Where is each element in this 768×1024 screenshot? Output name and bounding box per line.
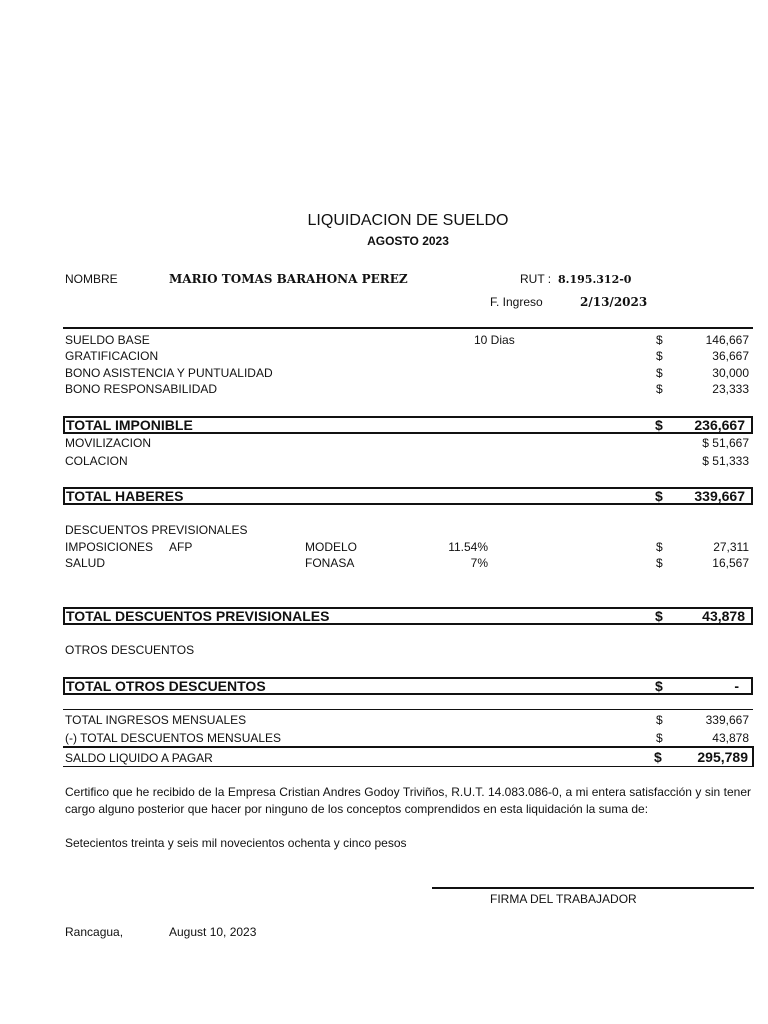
total-label: TOTAL DESCUENTOS PREVISIONALES — [66, 608, 330, 624]
certification-text: Certifico que he recibido de la Empresa Cristian Andres Godoy Triviños, R.U.T. 14.083.086-0, a mi entera satisfacción y sin tener cargo alguno posterior que hacer por ninguno de los conceptos comprendidos en esta liquidación la suma de: — [65, 785, 751, 816]
item-value: 23,333 — [712, 382, 749, 396]
total-value: - — [734, 678, 739, 694]
otros-descuentos-heading: OTROS DESCUENTOS — [65, 643, 195, 657]
item-value: 43,878 — [712, 731, 749, 745]
item-entity: MODELO — [305, 540, 358, 554]
item-label: TOTAL INGRESOS MENSUALES — [65, 713, 247, 727]
section-divider — [63, 709, 753, 710]
item-currency: $ — [656, 349, 663, 363]
item-label: BONO ASISTENCIA Y PUNTUALIDAD — [65, 366, 273, 380]
total-value: 43,878 — [702, 608, 745, 624]
saldo-top-rule — [63, 746, 753, 748]
ingreso-date: 2/13/2023 — [580, 295, 648, 309]
name-label: NOMBRE — [65, 272, 118, 286]
item-value: 339,667 — [705, 713, 749, 727]
item-rate: 11.54% — [448, 540, 488, 554]
date-label: August 10, 2023 — [169, 925, 257, 939]
item-value: 36,667 — [712, 349, 749, 363]
total-imponible-row — [63, 416, 753, 434]
item-value: 30,000 — [712, 366, 749, 380]
item-label: COLACION — [65, 454, 128, 468]
item-value: $ 51,667 — [702, 436, 749, 450]
period-label: AGOSTO 2023 — [367, 234, 449, 248]
saldo-currency: $ — [654, 749, 662, 765]
rut-label: RUT : — [520, 272, 552, 286]
item-currency: $ — [656, 731, 663, 745]
total-label: TOTAL OTROS DESCUENTOS — [66, 678, 266, 694]
total-value: 236,667 — [694, 417, 745, 433]
item-label: BONO RESPONSABILIDAD — [65, 382, 218, 396]
item-value: 16,567 — [712, 556, 749, 570]
total-label: TOTAL IMPONIBLE — [66, 417, 193, 433]
item-note: 10 Dias — [474, 333, 515, 347]
section-divider — [63, 327, 753, 329]
total-currency: $ — [655, 417, 663, 433]
item-currency: $ — [656, 382, 663, 396]
total-haberes-row — [63, 487, 753, 505]
saldo-bottom-rule — [63, 766, 753, 767]
item-label: MOVILIZACION — [65, 436, 152, 450]
total-otros-descuentos-row — [63, 677, 753, 695]
rut-value: 8.195.312-0 — [558, 273, 632, 286]
ingreso-label: F. Ingreso — [490, 295, 543, 309]
signature-label: FIRMA DEL TRABAJADOR — [490, 892, 637, 906]
total-currency: $ — [655, 608, 663, 624]
total-currency: $ — [655, 488, 663, 504]
page-title: LIQUIDACION DE SUELDO — [307, 212, 509, 229]
descuentos-heading: DESCUENTOS PREVISIONALES — [65, 523, 248, 537]
item-entity: FONASA — [305, 556, 355, 570]
amount-in-words: Setecientos treinta y seis mil novecientos ochenta y cinco pesos — [65, 836, 407, 850]
total-descuentos-previsionales-row — [63, 607, 753, 625]
item-currency: $ — [656, 556, 663, 570]
item-label: SALUD — [65, 556, 106, 570]
total-value: 339,667 — [694, 488, 745, 504]
item-value: 27,311 — [713, 540, 749, 554]
place-label: Rancagua, — [65, 925, 124, 939]
item-label: GRATIFICACION — [65, 349, 159, 363]
saldo-value: 295,789 — [697, 749, 748, 765]
item-currency: $ — [656, 366, 663, 380]
total-currency: $ — [655, 678, 663, 694]
item-value: 146,667 — [705, 333, 749, 347]
total-label: TOTAL HABERES — [66, 488, 184, 504]
item-currency: $ — [656, 333, 663, 347]
saldo-right-rule — [752, 746, 754, 767]
item-currency: $ — [656, 713, 663, 727]
item-rate: 7% — [470, 556, 488, 570]
item-label: (-) TOTAL DESCUENTOS MENSUALES — [65, 731, 282, 745]
item-value: $ 51,333 — [702, 454, 749, 468]
saldo-label: SALDO LIQUIDO A PAGAR — [65, 751, 213, 765]
item-label: IMPOSICIONES AFP — [65, 540, 193, 554]
signature-line — [432, 887, 754, 889]
item-currency: $ — [656, 540, 663, 554]
item-label: SUELDO BASE — [65, 333, 150, 347]
employee-name: MARIO TOMAS BARAHONA PEREZ — [169, 272, 408, 286]
